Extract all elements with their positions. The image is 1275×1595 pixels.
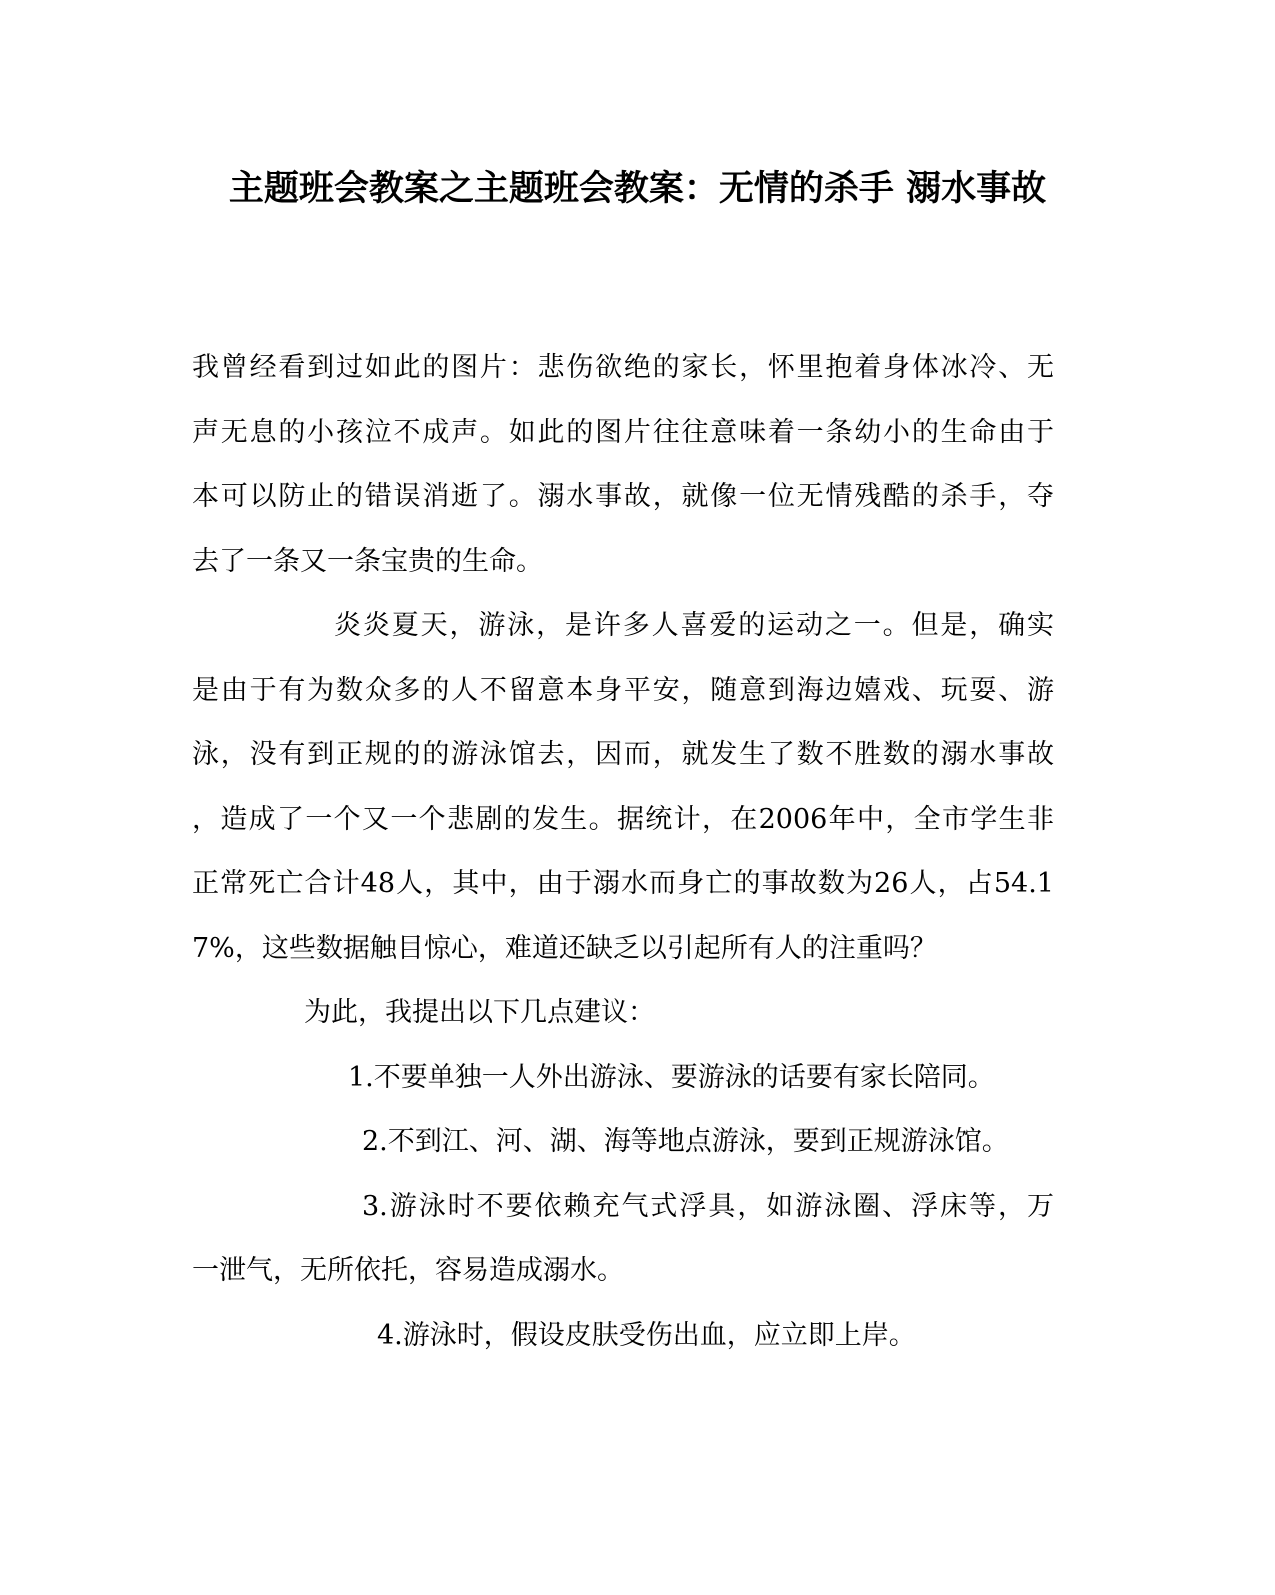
- paragraph-line: 本可以防止的错误消逝了。溺水事故，就像一位无情残酷的杀手，夺: [192, 481, 1054, 512]
- paragraph-line: 是由于有为数众多的人不留意本身平安，随意到海边嬉戏、玩耍、游: [192, 674, 1054, 706]
- suggestion-item-2: 2.不到江、河、湖、海等地点游泳，要到正规游泳馆。: [362, 1126, 1009, 1157]
- paragraph-line: 泳，没有到正规的的游泳馆去，因而，就发生了数不胜数的溺水事故: [192, 739, 1054, 770]
- suggestion-item-4: 4.游泳时，假设皮肤受伤出血，应立即上岸。: [377, 1319, 916, 1351]
- document-body: [192, 336, 1054, 1368]
- paragraph-line: 去了一条又一条宝贵的生命。: [192, 545, 543, 577]
- paragraph-line: 7%，这些数据触目惊心，难道还缺乏以引起所有人的注重吗？: [192, 932, 937, 964]
- paragraph-suggestions-intro: [192, 981, 1054, 1046]
- paragraph-line: ，造成了一个又一个悲剧的发生。据统计，在2006年中，全市学生非: [192, 803, 1054, 835]
- paragraph-line: 声无息的小孩泣不成声。如此的图片往往意味着一条幼小的生命由于: [192, 416, 1054, 448]
- suggestion-item-1: 1.不要单独一人外出游泳、要游泳的话要有家长陪同。: [348, 1061, 995, 1093]
- paragraph-intro: [192, 336, 1054, 594]
- paragraph-line: 为此，我提出以下几点建议：: [304, 997, 655, 1028]
- document-title: 主题班会教案之主题班会教案：无情的杀手 溺水事故: [228, 168, 1047, 209]
- paragraph-line: 炎炎夏天，游泳，是许多人喜爱的运动之一。但是，确实: [334, 610, 1054, 641]
- paragraph-line: 我曾经看到过如此的图片：悲伤欲绝的家长，怀里抱着身体冰冷、无: [192, 352, 1054, 383]
- paragraph-line: 正常死亡合计48人，其中，由于溺水而身亡的事故数为26人，占54.1: [192, 868, 1054, 899]
- suggestion-item-3: 3.游泳时不要依赖充气式浮具，如游泳圈、浮床等，万: [362, 1190, 1054, 1222]
- paragraph-summer-statistics: [192, 594, 1054, 981]
- suggestion-item-3-continued: 一泄气，无所依托，容易造成溺水。: [192, 1255, 624, 1286]
- suggestion-list: [192, 1046, 1054, 1369]
